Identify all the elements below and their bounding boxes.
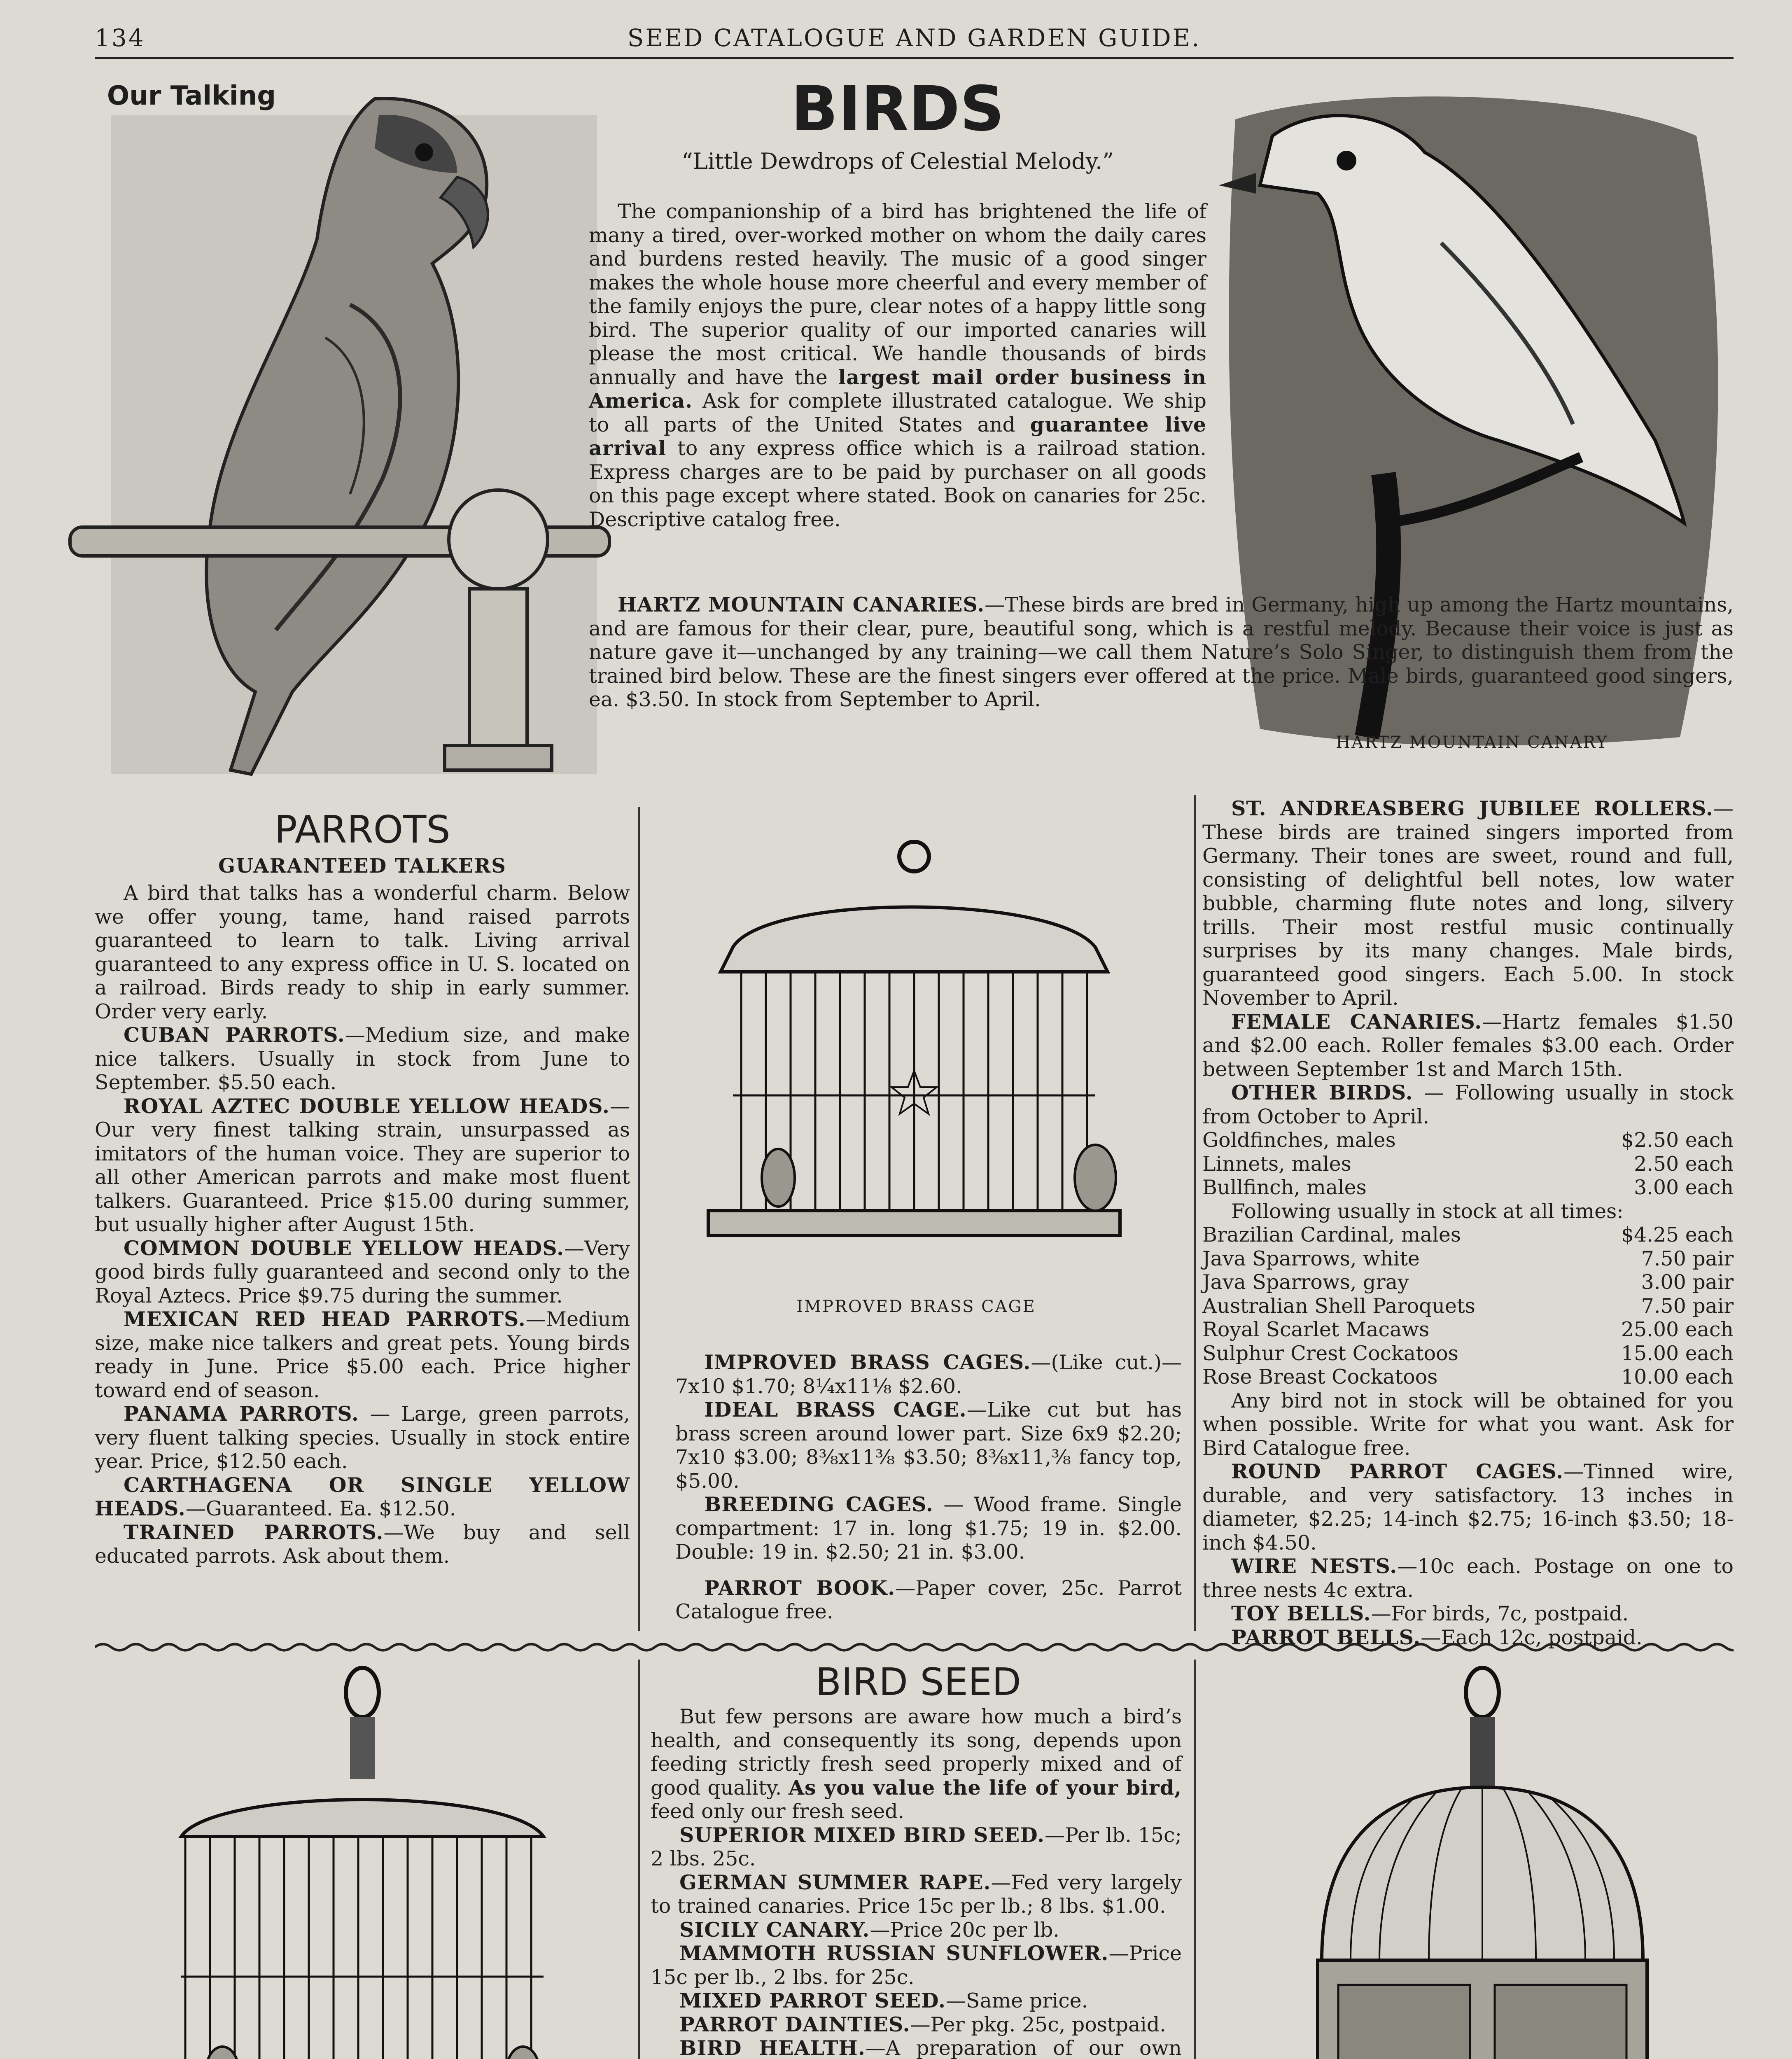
list-item-price: $4.25 each [1621, 1223, 1734, 1247]
running-title: SEED CATALOGUE AND GARDEN GUIDE. [627, 24, 1201, 52]
parrot-item [95, 1521, 630, 1568]
list-item [1202, 1176, 1734, 1200]
list-item-name: Sulphur Crest Cockatoos [1202, 1341, 1458, 1365]
canary-item-head: WIRE NESTS. [1231, 1554, 1398, 1578]
list-item-name: Linnets, males [1202, 1152, 1351, 1176]
parrot-item [95, 1023, 630, 1095]
parrot-item-text: —We buy and sell educated parrots. Ask about them. [95, 1520, 630, 1568]
parrot-item-text: —Our very finest talking strain, unsurpassed as imitators of the human voice. They are superior to all other American parrots and make most fluent talkers. Guaranteed. Price $15.00 during summer, but usually higher after August 15th. [95, 1094, 630, 1236]
seed-intro-bold: As you value the life of your bird, [788, 1775, 1182, 1800]
cage-item-head: IMPROVED BRASS CAGES. [704, 1350, 1031, 1374]
canary-item-text: — Following usually in stock from October to April. [1202, 1081, 1734, 1128]
seed-item [651, 1942, 1182, 1989]
birds-subtitle: “Little Dewdrops of Celestial Melody.” [681, 148, 1114, 174]
brass-cage-illustration [684, 840, 1169, 1285]
hartz-head: HARTZ MOUNTAIN CANARIES. [618, 593, 985, 616]
canary-item [1202, 797, 1734, 1010]
parrot-item [95, 1307, 630, 1402]
parrot-on-perch-icon [62, 74, 622, 799]
cage-item-head: BREEDING CAGES. [704, 1492, 933, 1516]
list-item-name: Royal Scarlet Macaws [1202, 1318, 1430, 1341]
list2-intro: Following usually in stock at all times: [1231, 1199, 1624, 1223]
canary-item-text: —Tinned wire, durable, and very satisfactory. 13 inches in diameter, $2.25; 14-inch $2.75; 16-inch $3.50; 18-inch $4.50. [1202, 1460, 1734, 1555]
birds-title: BIRDS [791, 73, 1005, 145]
cage-item-text: —(Like cut.)—7x10 $1.70; 8¼x11⅛ $2.60. [675, 1351, 1182, 1398]
list-item-price: 10.00 each [1621, 1365, 1734, 1389]
seed-item [651, 2036, 1182, 2059]
seed-intro-a: But few persons are aware how much a bird’s health, and consequently its song, depends upon feeding strictly fresh seed properly mixed and of good quality. [651, 1705, 1182, 1800]
seed-item-text: —A preparation of our own [865, 2036, 1182, 2059]
parrot-item-text: — Large, green parrots, very fluent talking species. Usually in stock entire year. Price, $12.50 each. [95, 1402, 630, 1473]
seed-item [651, 1989, 1182, 2013]
parrot-item-head: CARTHAGENA OR SINGLE YELLOW HEADS. [95, 1473, 630, 1520]
seed-item [651, 1823, 1182, 1871]
order-note: Any bird not in stock will be obtained for you when possible. Write for what you want. Ask for Bird Catalogue free. [1202, 1389, 1734, 1460]
column-rule-bottom-left [638, 1660, 640, 2059]
column-rule-bottom-right [1194, 1660, 1196, 2059]
canary-item-text: —10c each. Postage on one to three nests 4c extra. [1202, 1555, 1734, 1602]
intro-bold-largest: largest mail order business in America. [589, 365, 1206, 413]
parrot-item-head: ROYAL AZTEC DOUBLE YELLOW HEADS. [124, 1094, 610, 1118]
seed-item-text: —Per lb. 15c; 2 lbs. 25c. [651, 1823, 1182, 1870]
seed-item-text: —Fed very largely to trained canaries. Price 15c per lb.; 8 lbs. $1.00. [651, 1870, 1182, 1918]
climax-cage-illustration [1256, 1664, 1709, 2059]
column-rule-left [638, 807, 640, 1631]
canary-item-text: —These birds are trained singers imported from Germany. Their tones are sweet, round and full, consisting of delightful bell notes, low water bubble, charming flute notes and long, silvery trills. Their most restful music continually surprises by its many changes. Male birds, guaranteed good singers. Each 5.00. In stock November to April. [1202, 797, 1734, 1010]
parrot-item-text: —Very good birds fully guaranteed and second only to the Royal Aztecs. Price $9.75 during the summer. [95, 1236, 630, 1307]
parrots-title: PARROTS [274, 808, 450, 852]
list-item-price: 3.00 each [1634, 1176, 1734, 1199]
right-column [1202, 797, 1734, 1649]
list-item-name: Brazilian Cardinal, males [1202, 1223, 1461, 1247]
japanned-cage-icon [107, 1664, 626, 2059]
parrot-item [95, 1237, 630, 1308]
list-item [1202, 1223, 1734, 1247]
seed-intro-b: feed only our fresh seed. [651, 1800, 905, 1823]
cage-item [675, 1493, 1182, 1564]
seed-item-head: SICILY CANARY. [679, 1917, 870, 1942]
seed-item [651, 1918, 1182, 1942]
brass-cage-icon [684, 840, 1169, 1285]
list-item [1202, 1365, 1734, 1389]
japanned-cage-illustration [107, 1664, 626, 2059]
canary-item-head: ST. ANDREASBERG JUBILEE ROLLERS. [1231, 796, 1713, 820]
list-item-price: $2.50 each [1621, 1128, 1734, 1152]
bird-price-list-1 [1202, 1128, 1734, 1200]
list-item [1202, 1342, 1734, 1366]
canary-item-head: OTHER BIRDS. [1231, 1081, 1413, 1104]
list-item-price: 2.50 each [1634, 1152, 1734, 1176]
list-item-price: 7.50 pair [1641, 1294, 1734, 1318]
list-item-name: Australian Shell Paroquets [1202, 1294, 1475, 1318]
hartz-text: —These birds are bred in Germany, high up among the Hartz mountains, and are famous for their clear, pure, beautiful song, which is a restful melody. Because their voice is just as nature gave it—unchanged by any training—we call them Nature’s Solo Singer, to distinguish them from the trained bird below. These are the finest singers ever offered at the price. Male birds, guaranteed good singers, ea. $3.50. In stock from September to April. [589, 593, 1734, 711]
cages-column [675, 1351, 1182, 1624]
canary-caption: HARTZ MOUNTAIN CANARY [1336, 733, 1608, 752]
canary-item-text: —Hartz females $1.50 and $2.00 each. Roller females $3.00 each. Order between September 1st and March 15th. [1202, 1010, 1734, 1081]
wavy-separator [95, 1641, 1734, 1653]
intro-text-a: The companionship of a bird has brightened the life of many a tired, over-worked mother on whom the daily cares and burdens rested heavily. The music of a good singer makes the whole house more cheerful and every member of the family enjoys the pure, clear notes of a happy little song bird. The superior quality of our imported canaries will please the most critical. We handle thousands of birds annually and have the [589, 200, 1206, 389]
list-item-name: Rose Breast Cockatoos [1202, 1365, 1438, 1389]
page-number: 134 [95, 24, 145, 52]
running-header [95, 24, 1734, 53]
seed-item-text: —Price 20c per lb. [870, 1918, 1059, 1942]
list-item-price: 7.50 pair [1641, 1247, 1734, 1270]
cage-item-text: —Like cut but has brass screen around lower part. Size 6x9 $2.20; 7x10 $3.00; 8⅜x11⅜ $3.50; 8⅜x11,⅜ fancy top, $5.00. [675, 1398, 1182, 1493]
cage-item-text: — Wood frame. Single compartment: 17 in. long $1.75; 19 in. $2.00. Double: 19 in. $2.50; 21 in. $3.00. [675, 1493, 1182, 1564]
intro-paragraph [589, 200, 1206, 531]
parrot-item [95, 1095, 630, 1237]
cage-item [675, 1576, 1182, 1624]
parrot-item-head: COMMON DOUBLE YELLOW HEADS. [124, 1236, 564, 1260]
cage-item-head: PARROT BOOK. [704, 1576, 896, 1600]
cage-item-text: —Paper cover, 25c. Parrot Catalogue free. [675, 1576, 1182, 1623]
list-item [1202, 1318, 1734, 1342]
seed-item-head: MAMMOTH RUSSIAN SUNFLOWER. [679, 1941, 1109, 1965]
list-item [1202, 1247, 1734, 1271]
cage-item-head: IDEAL BRASS CAGE. [704, 1398, 967, 1422]
canary-item-head: ROUND PARROT CAGES. [1231, 1459, 1564, 1483]
seed-item-head: GERMAN SUMMER RAPE. [679, 1870, 991, 1894]
canary-item [1202, 1460, 1734, 1555]
cage-item [675, 1398, 1182, 1493]
seed-item-text: —Per pkg. 25c, postpaid. [910, 2012, 1166, 2036]
cage-item [675, 1351, 1182, 1398]
parrot-item-head: PANAMA PARROTS. [124, 1402, 359, 1426]
parrot-item-text: —Medium size, make nice talkers and great pets. Young birds ready in June. Price $5.00 each. Price higher toward end of season. [95, 1307, 630, 1402]
canary-item [1202, 1602, 1734, 1626]
canary-item-text: —For birds, 7c, postpaid. [1371, 1602, 1629, 1625]
seed-item-head: SUPERIOR MIXED BIRD SEED. [679, 1823, 1045, 1847]
column-rule-right [1194, 795, 1196, 1631]
list-item [1202, 1270, 1734, 1294]
parrot-item-head: TRAINED PARROTS. [124, 1520, 384, 1544]
list-item-name: Bullfinch, males [1202, 1176, 1367, 1199]
list-item-name: Java Sparrows, gray [1202, 1270, 1409, 1294]
pet-caption: Our Talking [107, 81, 276, 111]
dome-cage-icon [1256, 1664, 1709, 2059]
canary-item-head: TOY BELLS. [1231, 1601, 1371, 1625]
intro-text-b: Ask for complete illustrated catalogue. We ship to all parts of the United States and [589, 389, 1207, 437]
parrot-item-head: CUBAN PARROTS. [124, 1023, 345, 1047]
parrot-item [95, 1473, 630, 1521]
parrot-illustration [62, 74, 622, 799]
brass-cage-caption: IMPROVED BRASS CAGE [796, 1297, 1036, 1316]
bird-price-list-2 [1202, 1223, 1734, 1389]
bird-seed-title: BIRD SEED [815, 1660, 1021, 1704]
parrots-intro: A bird that talks has a wonderful charm. Below we offer young, tame, hand raised parrots guaranteed to learn to talk. Living arrival guaranteed to any express office in U. S. located on a railroad. Birds ready to ship in early summer. Order very early. [95, 881, 630, 1023]
seed-item [651, 2013, 1182, 2037]
canary-item [1202, 1555, 1734, 1602]
parrot-item-head: MEXICAN RED HEAD PARROTS. [124, 1307, 526, 1331]
seed-item-head: BIRD HEALTH. [679, 2036, 866, 2059]
list-item-price: 25.00 each [1621, 1318, 1734, 1341]
parrot-item-text: —Medium size, and make nice talkers. Usually in stock from June to September. $5.50 each. [95, 1023, 630, 1094]
seed-item-text: —Price 15c per lb., 2 lbs. for 25c. [651, 1942, 1182, 1989]
parrots-subtitle: GUARANTEED TALKERS [218, 854, 506, 878]
header-rule [95, 57, 1734, 59]
list-item [1202, 1152, 1734, 1176]
list-item-price: 15.00 each [1621, 1341, 1734, 1365]
parrot-item-text: —Guaranteed. Ea. $12.50. [185, 1497, 456, 1520]
canary-item-head: FEMALE CANARIES. [1231, 1009, 1482, 1034]
seed-item [651, 1871, 1182, 1918]
list-item-name: Java Sparrows, white [1202, 1247, 1420, 1270]
seed-item-head: PARROT DAINTIES. [679, 2012, 910, 2036]
parrot-item [95, 1402, 630, 1473]
intro-bold-guarantee: guarantee live arrival [589, 412, 1207, 460]
list-item-name: Goldfinches, males [1202, 1128, 1396, 1152]
seed-item-head: MIXED PARROT SEED. [679, 1989, 946, 2012]
parrots-column [95, 881, 630, 1568]
bird-seed-column [651, 1705, 1182, 2059]
canary-item [1202, 1010, 1734, 1081]
hartz-paragraph [589, 593, 1734, 712]
seed-item-text: —Same price. [945, 1989, 1088, 2012]
canary-item [1202, 1081, 1734, 1128]
list-item [1202, 1128, 1734, 1152]
canary-item-head: PARROT BELLS. [1231, 1625, 1421, 1649]
list-item [1202, 1294, 1734, 1318]
canary-item-text: —Each 12c, postpaid. [1421, 1625, 1643, 1649]
list-item-price: 3.00 pair [1641, 1270, 1734, 1294]
intro-text-c: to any express office which is a railroad station. Express charges are to be paid by purchaser on all goods on this page except where stated. Book on canaries for 25c. Descriptive catalog free. [589, 437, 1206, 531]
